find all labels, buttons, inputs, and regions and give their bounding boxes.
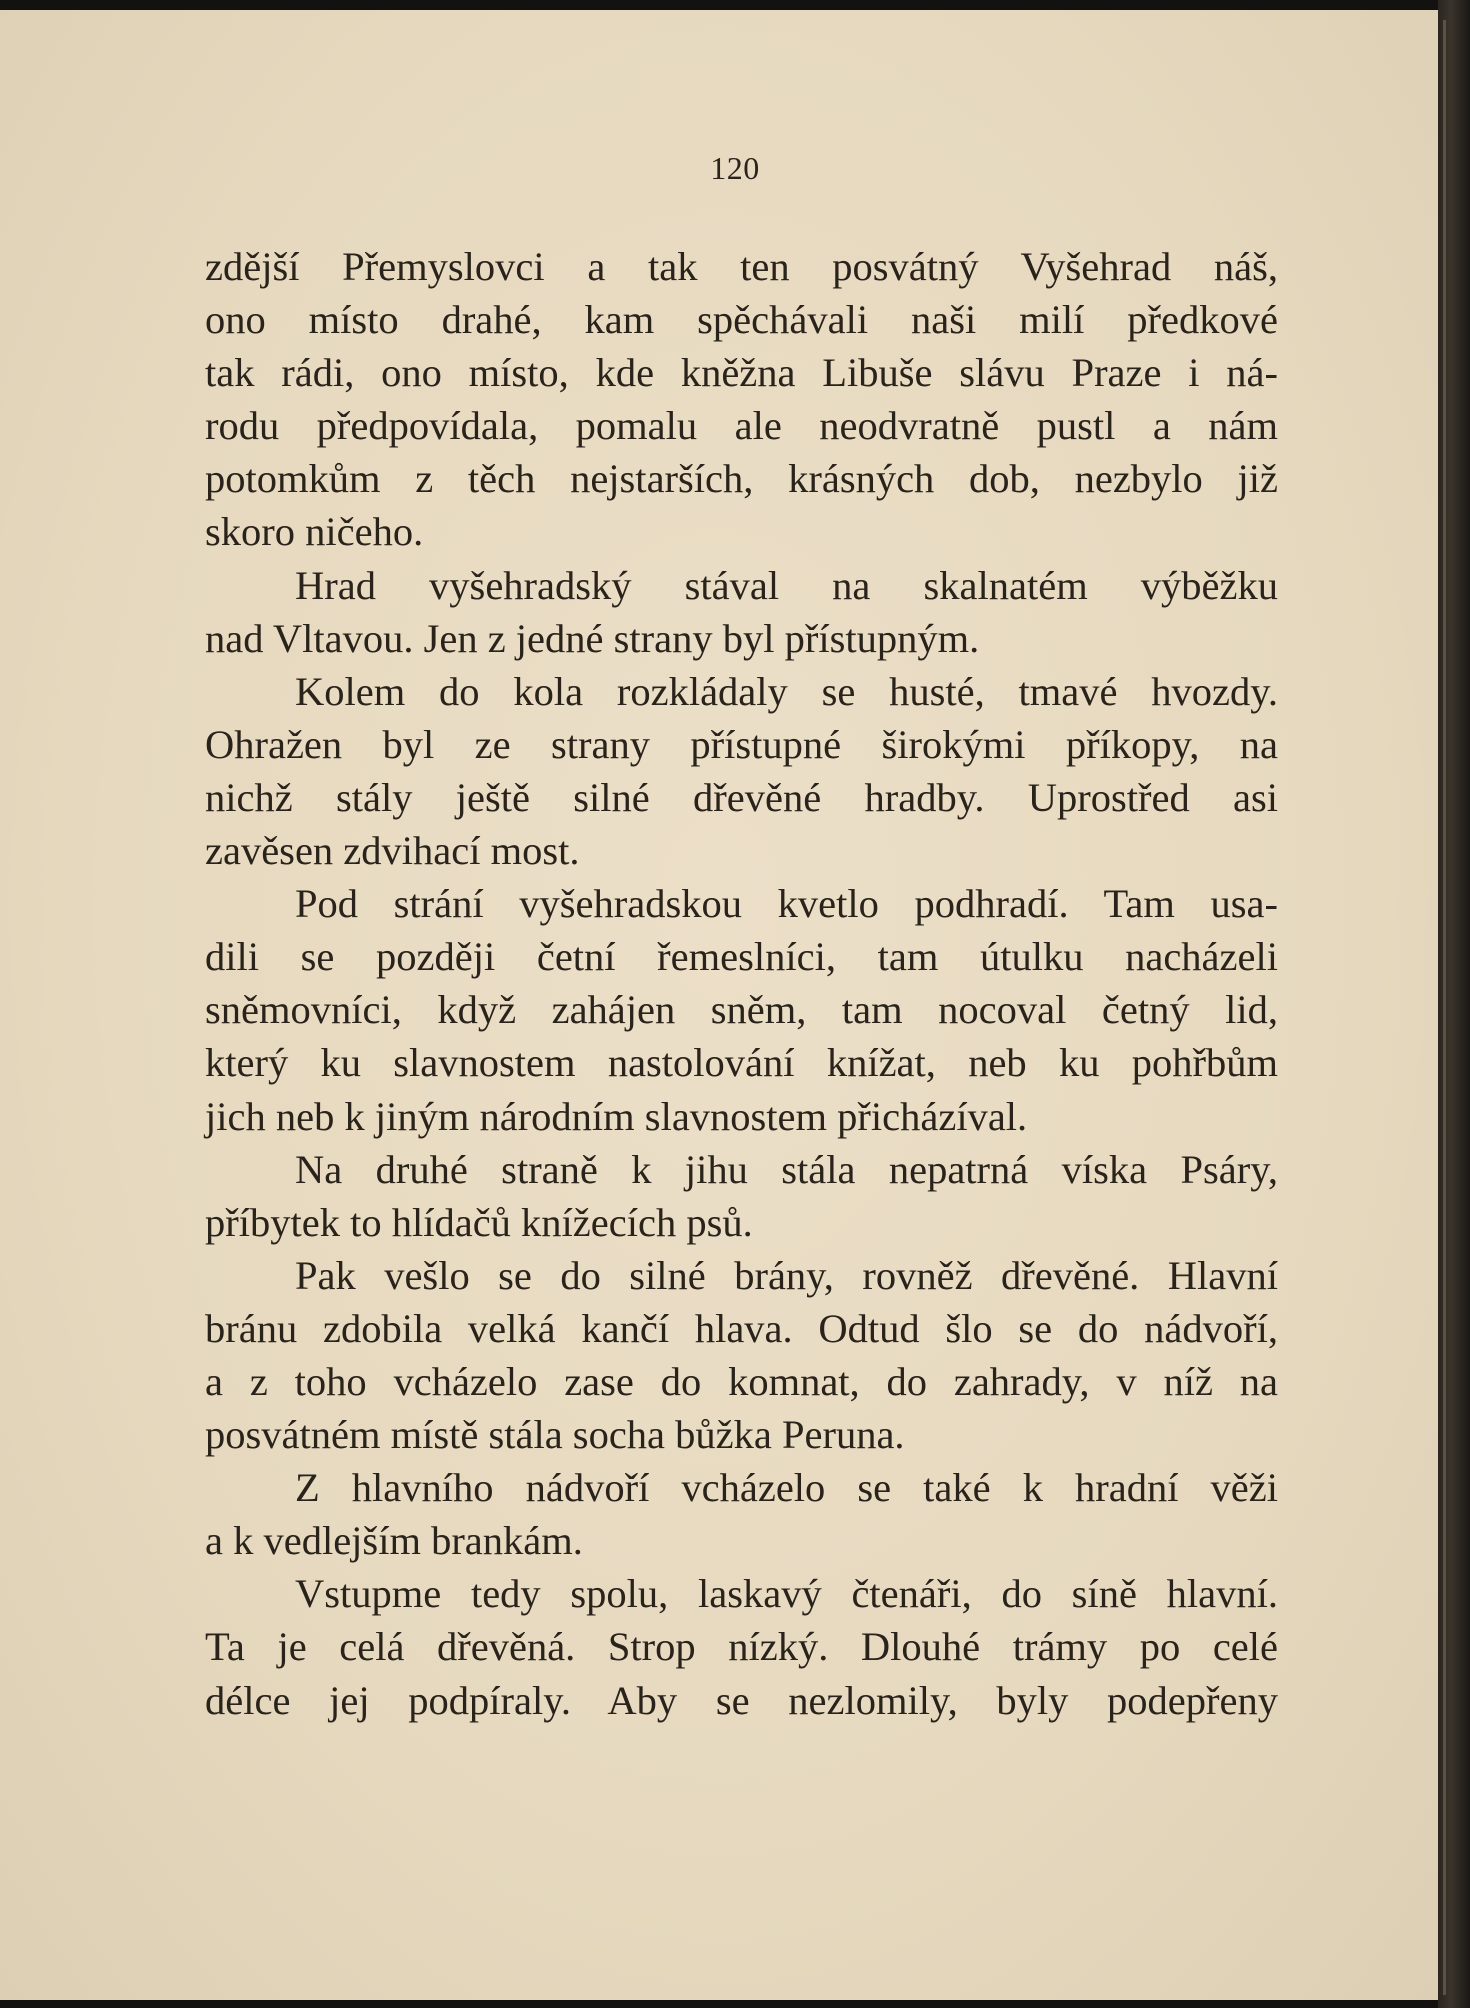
page-edge-line: [1443, 20, 1446, 1995]
text-line: posvátném místě stála socha bůžka Peruna.: [205, 1412, 905, 1458]
text-line: Ohražen byl ze strany přístupné širokými příkopy, na: [205, 721, 1278, 767]
body-text: [205, 240, 1278, 1727]
text-line: Vstupme tedy spolu, laskavý čtenáři, do síně hlavní.: [295, 1571, 1278, 1617]
text-line: rodu předpovídala, pomalu ale neodvratně pustl a nám: [205, 403, 1278, 449]
text-line: a k vedlejším brankám.: [205, 1518, 583, 1564]
text-line: Pod strání vyšehradskou kvetlo podhradí. Tam usa-: [295, 881, 1278, 927]
text-line: nichž stály ještě silné dřevěné hradby. Uprostřed asi: [205, 774, 1278, 820]
text-line: Hrad vyšehradský stával na skalnatém výběžku: [295, 562, 1278, 608]
text-line: Na druhé straně k jihu stála nepatrná víska Psáry,: [295, 1146, 1278, 1192]
text-line: bránu zdobila velká kančí hlava. Odtud šlo se do nádvoří,: [205, 1305, 1278, 1351]
text-line: Kolem do kola rozkládaly se husté, tmavé hvozdy.: [295, 668, 1278, 714]
text-line: skoro ničeho.: [205, 509, 424, 555]
text-line: zdější Přemyslovci a tak ten posvátný Vyšehrad náš,: [205, 244, 1278, 289]
text-line: potomkům z těch nejstarších, krásných dob, nezbylo již: [205, 456, 1278, 502]
text-line: Z hlavního nádvoří vcházelo se také k hradní věži: [295, 1465, 1278, 1511]
text-line: délce jej podpíraly. Aby se nezlomily, byly podepřeny: [205, 1677, 1278, 1723]
text-line: dili se později četní řemeslníci, tam útulku nacházeli: [205, 934, 1278, 980]
text-line: sněmovníci, když zahájen sněm, tam nocoval četný lid,: [205, 987, 1278, 1033]
text-line: jich neb k jiným národním slavnostem přicházíval.: [205, 1093, 1028, 1139]
text-line: který ku slavnostem nastolování knížat, neb ku pohřbům: [205, 1040, 1278, 1086]
page-number: 120: [710, 150, 760, 186]
text-line: tak rádi, ono místo, kde kněžna Libuše slávu Praze i ná-: [205, 350, 1278, 396]
text-line: nad Vltavou. Jen z jedné strany byl přístupným.: [205, 615, 980, 661]
text-line: Pak vešlo se do silné brány, rovněž dřevěné. Hlavní: [295, 1252, 1278, 1298]
text-line: příbytek to hlídačů knížecích psů.: [205, 1199, 753, 1245]
text-line: a z toho vcházelo zase do komnat, do zahrady, v níž na: [205, 1358, 1278, 1404]
text-line: ono místo drahé, kam spěchávali naši milí předkové: [205, 297, 1278, 343]
text-line: Ta je celá dřevěná. Strop nízký. Dlouhé trámy po celé: [205, 1624, 1278, 1670]
text-line: zavěsen zdvihací most.: [205, 828, 580, 874]
